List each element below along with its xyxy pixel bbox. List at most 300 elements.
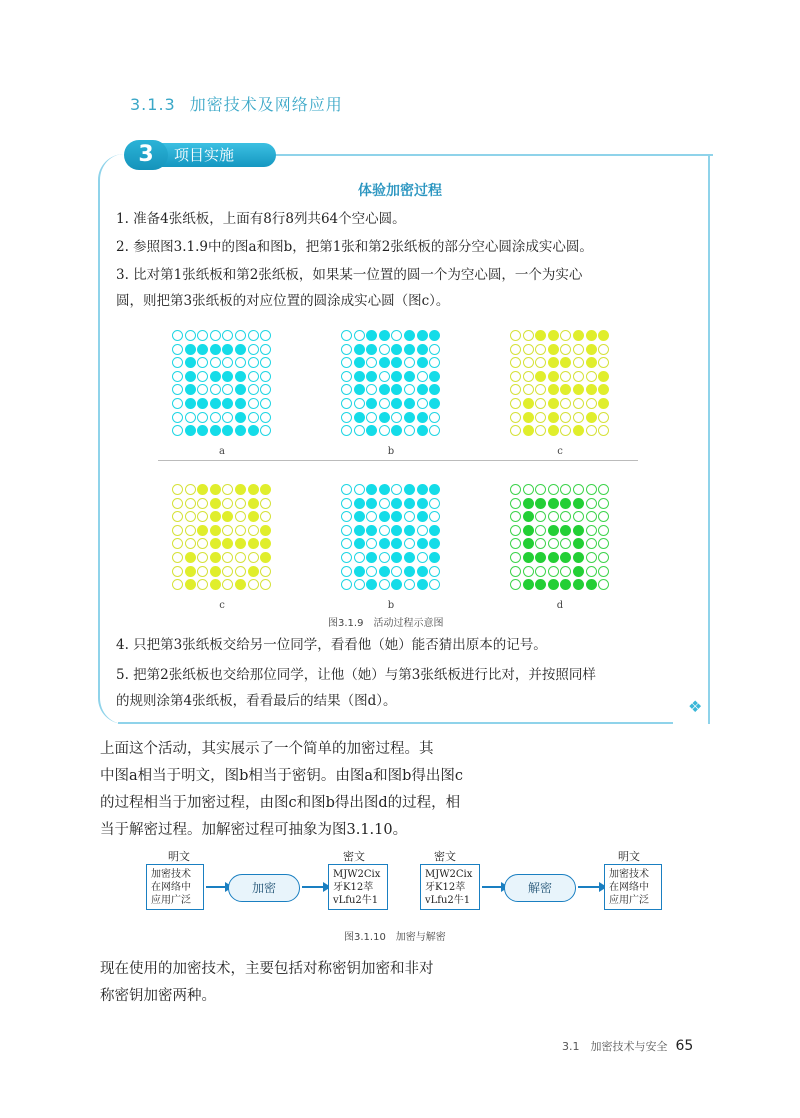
filled-circle [379, 511, 390, 522]
filled-circle [354, 384, 365, 395]
empty-circle [429, 498, 440, 509]
empty-circle [535, 525, 546, 536]
empty-circle [379, 398, 390, 409]
empty-circle [366, 538, 377, 549]
empty-circle [341, 412, 352, 423]
empty-circle [341, 484, 352, 495]
empty-circle [379, 425, 390, 436]
empty-circle [560, 538, 571, 549]
grid-label: a [219, 446, 225, 457]
filled-circle [354, 525, 365, 536]
plaintext-box-2 [604, 864, 662, 910]
empty-circle [366, 384, 377, 395]
empty-circle [197, 552, 208, 563]
filled-circle [185, 384, 196, 395]
badge-label: 项目实施 [154, 143, 276, 167]
activity-title: 体验加密过程 [358, 183, 442, 199]
empty-circle [172, 525, 183, 536]
empty-circle [548, 566, 559, 577]
empty-circle [341, 566, 352, 577]
filled-circle [417, 330, 428, 341]
empty-circle [172, 398, 183, 409]
empty-circle [560, 371, 571, 382]
filled-circle [391, 344, 402, 355]
empty-circle [404, 511, 415, 522]
empty-circle [248, 384, 259, 395]
empty-circle [510, 398, 521, 409]
cipher-label-1: 密文 [343, 850, 365, 863]
empty-circle [235, 498, 246, 509]
filled-circle [210, 425, 221, 436]
empty-circle [172, 412, 183, 423]
empty-circle [341, 552, 352, 563]
empty-circle [586, 425, 597, 436]
empty-circle [586, 511, 597, 522]
empty-circle [172, 538, 183, 549]
empty-circle [354, 552, 365, 563]
empty-circle [354, 484, 365, 495]
filled-circle [573, 498, 584, 509]
filled-circle [586, 412, 597, 423]
arrow-4 [578, 886, 600, 888]
grid-d [510, 484, 606, 580]
empty-circle [248, 412, 259, 423]
filled-circle [417, 412, 428, 423]
filled-circle [573, 552, 584, 563]
empty-circle [366, 566, 377, 577]
empty-circle [341, 344, 352, 355]
filled-circle [548, 412, 559, 423]
empty-circle [523, 484, 534, 495]
empty-circle [366, 412, 377, 423]
filled-circle [379, 412, 390, 423]
filled-circle [366, 344, 377, 355]
filled-circle [548, 425, 559, 436]
empty-circle [366, 357, 377, 368]
empty-circle [510, 552, 521, 563]
empty-circle [235, 330, 246, 341]
page-footer [562, 1038, 693, 1054]
filled-circle [185, 579, 196, 590]
empty-circle [510, 538, 521, 549]
empty-circle [172, 357, 183, 368]
empty-circle [523, 344, 534, 355]
filled-circle [417, 498, 428, 509]
filled-circle [391, 384, 402, 395]
plaintext-line: 加密技术 [609, 869, 649, 880]
empty-circle [248, 579, 259, 590]
ciphertext-line: 牙K12萃 [425, 882, 466, 893]
filled-circle [391, 552, 402, 563]
ciphertext-line: MJW2Cix [425, 869, 473, 880]
filled-circle [404, 344, 415, 355]
empty-circle [197, 538, 208, 549]
filled-circle [185, 371, 196, 382]
badge-number: 3 [124, 140, 168, 170]
empty-circle [548, 538, 559, 549]
empty-circle [379, 498, 390, 509]
paragraph-1-line-3: 的过程相当于加密过程，由图c和图b得出图d的过程，相 [100, 795, 461, 811]
empty-circle [260, 566, 271, 577]
filled-circle [185, 357, 196, 368]
filled-circle [598, 371, 609, 382]
ciphertext-line: vLfu2牛1 [333, 895, 379, 906]
empty-circle [573, 484, 584, 495]
filled-circle [391, 525, 402, 536]
plaintext-line: 加密技术 [151, 869, 191, 880]
empty-circle [379, 579, 390, 590]
empty-circle [573, 511, 584, 522]
filled-circle [210, 511, 221, 522]
plaintext-line: 在网络中 [609, 882, 649, 893]
filled-circle [417, 384, 428, 395]
filled-circle [354, 538, 365, 549]
filled-circle [210, 525, 221, 536]
cipher-label-2: 密文 [434, 850, 456, 863]
empty-circle [260, 344, 271, 355]
grid-c [510, 330, 606, 426]
empty-circle [429, 344, 440, 355]
paragraph-2-line-1: 现在使用的加密技术，主要包括对称密钥加密和非对 [100, 961, 434, 977]
empty-circle [341, 357, 352, 368]
empty-circle [560, 330, 571, 341]
empty-circle [222, 384, 233, 395]
section-heading: 加密技术及网络应用 [189, 95, 343, 114]
empty-circle [417, 371, 428, 382]
filled-circle [379, 566, 390, 577]
empty-circle [222, 566, 233, 577]
empty-circle [197, 371, 208, 382]
step-5-cont: 的规则涂第4张纸板，看看最后的结果（图d）。 [116, 693, 397, 709]
empty-circle [354, 579, 365, 590]
filled-circle [185, 566, 196, 577]
grid-label: c [557, 446, 563, 457]
filled-circle [560, 384, 571, 395]
empty-circle [354, 398, 365, 409]
empty-circle [172, 511, 183, 522]
paragraph-1-line-4: 当于解密过程。加解密过程可抽象为图3.1.10。 [100, 822, 408, 838]
empty-circle [535, 484, 546, 495]
filled-circle [379, 330, 390, 341]
filled-circle [235, 484, 246, 495]
empty-circle [248, 552, 259, 563]
empty-circle [429, 412, 440, 423]
filled-circle [391, 357, 402, 368]
filled-circle [185, 344, 196, 355]
filled-circle [235, 398, 246, 409]
empty-circle [404, 357, 415, 368]
empty-circle [523, 384, 534, 395]
filled-circle [210, 566, 221, 577]
filled-circle [366, 330, 377, 341]
empty-circle [523, 330, 534, 341]
empty-circle [197, 566, 208, 577]
plaintext-label: 明文 [168, 850, 190, 863]
filled-circle [548, 498, 559, 509]
filled-circle [417, 511, 428, 522]
ciphertext-line: 牙K12萃 [333, 882, 374, 893]
filled-circle [185, 552, 196, 563]
empty-circle [510, 344, 521, 355]
empty-circle [248, 330, 259, 341]
empty-circle [586, 552, 597, 563]
plaintext-line: 应用广泛 [151, 895, 191, 906]
filled-circle [404, 525, 415, 536]
grid-a [172, 330, 268, 426]
empty-circle [404, 384, 415, 395]
empty-circle [185, 538, 196, 549]
grid-label: d [556, 600, 564, 611]
filled-circle [248, 484, 259, 495]
empty-circle [260, 412, 271, 423]
section-number: 3.1.3 [130, 95, 176, 114]
filled-circle [404, 566, 415, 577]
empty-circle [535, 412, 546, 423]
filled-circle [354, 511, 365, 522]
filled-circle [548, 371, 559, 382]
filled-circle [523, 552, 534, 563]
grid-c [172, 484, 268, 580]
empty-circle [341, 538, 352, 549]
empty-circle [586, 566, 597, 577]
filled-circle [548, 579, 559, 590]
empty-circle [222, 412, 233, 423]
arrow-1 [206, 886, 226, 888]
filled-circle [366, 498, 377, 509]
filled-circle [417, 566, 428, 577]
empty-circle [341, 384, 352, 395]
filled-circle [354, 566, 365, 577]
empty-circle [235, 525, 246, 536]
filled-circle [210, 371, 221, 382]
empty-circle [248, 525, 259, 536]
empty-circle [379, 552, 390, 563]
filled-circle [560, 498, 571, 509]
corner-leaf-icon: ❖ [688, 697, 703, 716]
filled-circle [404, 398, 415, 409]
empty-circle [222, 357, 233, 368]
empty-circle [185, 484, 196, 495]
project-frame-right [708, 154, 710, 709]
filled-circle [197, 525, 208, 536]
filled-circle [523, 538, 534, 549]
filled-circle [523, 579, 534, 590]
paragraph-1-line-2: 中图a相当于明文，图b相当于密钥。由图a和图b得出图c [100, 768, 463, 784]
empty-circle [197, 384, 208, 395]
empty-circle [510, 566, 521, 577]
empty-circle [535, 398, 546, 409]
filled-circle [222, 511, 233, 522]
empty-circle [573, 398, 584, 409]
empty-circle [598, 498, 609, 509]
empty-circle [197, 357, 208, 368]
project-frame-top [273, 154, 713, 156]
empty-circle [586, 484, 597, 495]
filled-circle [210, 398, 221, 409]
plaintext-label-2: 明文 [618, 850, 640, 863]
filled-circle [354, 412, 365, 423]
empty-circle [560, 344, 571, 355]
filled-circle [210, 484, 221, 495]
filled-circle [197, 344, 208, 355]
filled-circle [404, 412, 415, 423]
empty-circle [248, 344, 259, 355]
filled-circle [535, 371, 546, 382]
empty-circle [535, 566, 546, 577]
empty-circle [185, 511, 196, 522]
empty-circle [172, 566, 183, 577]
filled-circle [235, 412, 246, 423]
empty-circle [235, 566, 246, 577]
empty-circle [560, 398, 571, 409]
filled-circle [185, 398, 196, 409]
empty-circle [172, 484, 183, 495]
grid-b [341, 330, 437, 426]
filled-circle [235, 371, 246, 382]
filled-circle [429, 371, 440, 382]
filled-circle [404, 330, 415, 341]
filled-circle [573, 525, 584, 536]
empty-circle [248, 371, 259, 382]
filled-circle [586, 357, 597, 368]
filled-circle [379, 357, 390, 368]
step-3-cont: 圆，则把第3张纸板的对应位置的圆涂成实心圆（图c）。 [116, 293, 450, 309]
arrow-3 [482, 886, 502, 888]
plaintext-line: 在网络中 [151, 882, 191, 893]
empty-circle [523, 371, 534, 382]
empty-circle [510, 525, 521, 536]
project-frame-bottom [118, 722, 673, 724]
figure-divider [158, 460, 638, 461]
filled-circle [366, 552, 377, 563]
filled-circle [354, 357, 365, 368]
filled-circle [535, 552, 546, 563]
filled-circle [573, 330, 584, 341]
filled-circle [535, 330, 546, 341]
empty-circle [366, 511, 377, 522]
empty-circle [222, 552, 233, 563]
empty-circle [598, 525, 609, 536]
section-title [130, 92, 343, 115]
empty-circle [197, 330, 208, 341]
footer-chapter: 3.1 加密技术与安全 [562, 1040, 668, 1053]
filled-circle [548, 330, 559, 341]
empty-circle [341, 330, 352, 341]
filled-circle [391, 398, 402, 409]
filled-circle [586, 330, 597, 341]
filled-circle [535, 498, 546, 509]
filled-circle [366, 484, 377, 495]
filled-circle [560, 552, 571, 563]
filled-circle [404, 484, 415, 495]
empty-circle [560, 412, 571, 423]
figure-caption: 图3.1.9 活动过程示意图 [328, 618, 444, 629]
filled-circle [248, 425, 259, 436]
filled-circle [235, 538, 246, 549]
filled-circle [197, 398, 208, 409]
empty-circle [197, 498, 208, 509]
filled-circle [210, 538, 221, 549]
empty-circle [354, 330, 365, 341]
empty-circle [598, 344, 609, 355]
empty-circle [172, 552, 183, 563]
filled-circle [235, 384, 246, 395]
empty-circle [341, 398, 352, 409]
empty-circle [210, 357, 221, 368]
filled-circle [248, 498, 259, 509]
filled-circle [548, 525, 559, 536]
empty-circle [391, 566, 402, 577]
filled-circle [391, 371, 402, 382]
filled-circle [560, 525, 571, 536]
filled-circle [379, 384, 390, 395]
filled-circle [210, 344, 221, 355]
empty-circle [573, 344, 584, 355]
empty-circle [235, 552, 246, 563]
empty-circle [535, 357, 546, 368]
empty-circle [510, 330, 521, 341]
filled-circle [417, 344, 428, 355]
encrypt-pill: 加密 [228, 874, 300, 902]
filled-circle [548, 357, 559, 368]
decrypt-pill: 解密 [504, 874, 576, 902]
arrow-2 [302, 886, 324, 888]
step-5: 5. 把第2张纸板也交给那位同学，让他（她）与第3张纸板进行比对，并按照同样 [116, 667, 596, 683]
paragraph-2-line-2: 称密钥加密两种。 [100, 988, 216, 1004]
empty-circle [235, 511, 246, 522]
empty-circle [535, 538, 546, 549]
empty-circle [523, 566, 534, 577]
filled-circle [404, 498, 415, 509]
paragraph-1-line-1: 上面这个活动，其实展示了一个简单的加密过程。其 [100, 741, 434, 757]
empty-circle [586, 371, 597, 382]
empty-circle [391, 330, 402, 341]
filled-circle [248, 511, 259, 522]
empty-circle [535, 511, 546, 522]
filled-circle [417, 484, 428, 495]
empty-circle [379, 525, 390, 536]
empty-circle [172, 344, 183, 355]
empty-circle [510, 498, 521, 509]
empty-circle [510, 371, 521, 382]
grid-label: c [219, 600, 225, 611]
filled-circle [404, 552, 415, 563]
empty-circle [548, 484, 559, 495]
empty-circle [560, 566, 571, 577]
step-2: 2. 参照图3.1.9中的图a和图b，把第1张和第2张纸板的部分空心圆涂成实心圆。 [116, 239, 593, 255]
empty-circle [535, 344, 546, 355]
empty-circle [573, 412, 584, 423]
empty-circle [379, 371, 390, 382]
empty-circle [172, 371, 183, 382]
filled-circle [366, 525, 377, 536]
filled-circle [523, 525, 534, 536]
empty-circle [510, 511, 521, 522]
empty-circle [185, 525, 196, 536]
filled-circle [523, 498, 534, 509]
empty-circle [341, 525, 352, 536]
filled-circle [548, 552, 559, 563]
filled-circle [248, 538, 259, 549]
filled-circle [222, 371, 233, 382]
filled-circle [222, 344, 233, 355]
empty-circle [598, 566, 609, 577]
empty-circle [341, 511, 352, 522]
empty-circle [586, 538, 597, 549]
filled-circle [573, 566, 584, 577]
filled-circle [523, 425, 534, 436]
ciphertext-line: vLfu2牛1 [425, 895, 471, 906]
